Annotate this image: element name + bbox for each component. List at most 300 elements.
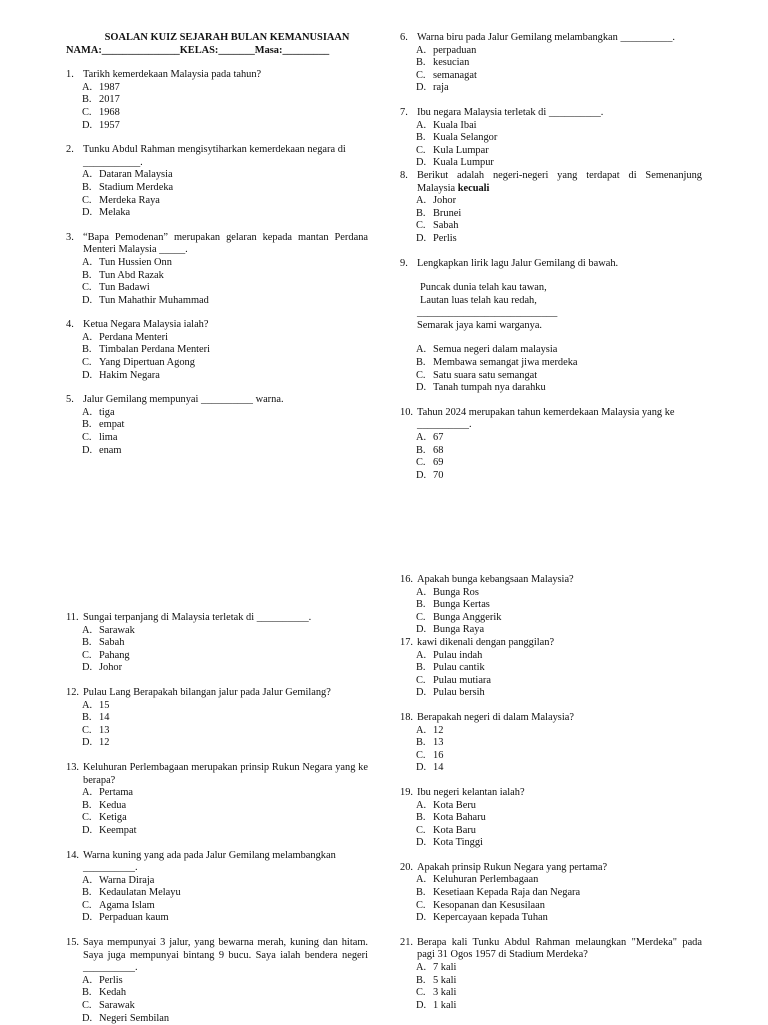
option-letter: C. [416, 369, 426, 381]
option-letter: C. [82, 282, 92, 294]
option-text: Johor [99, 662, 123, 674]
option-text: Bunga Raya [433, 624, 485, 636]
option-text: perpaduan [433, 44, 477, 56]
option-letter: C. [82, 1000, 92, 1012]
option-d [400, 912, 702, 925]
option-b [400, 812, 702, 825]
option-letter: A. [416, 724, 427, 736]
option-letter: C. [416, 899, 426, 911]
option-list [400, 962, 702, 1012]
question-text: Tunku Abdul Rahman mengisytiharkan kemerdekaan negara di [83, 144, 346, 156]
option-b [400, 132, 702, 145]
right-column-bottom [400, 574, 702, 1012]
question-text: Warna kuning yang ada pada Jalur Gemilang melambangkan [83, 849, 336, 861]
option-b [66, 182, 368, 195]
option-text: Kula Lumpar [433, 144, 489, 156]
option-text: Kedah [99, 987, 127, 999]
option-a [400, 195, 702, 208]
option-letter: B. [416, 444, 426, 456]
option-a [400, 120, 702, 133]
option-a [400, 725, 702, 738]
option-b [400, 357, 702, 370]
option-text: Negeri Sembilan [99, 1012, 170, 1024]
option-text: Kepercayaan kepada Tuhan [433, 912, 548, 924]
option-letter: D. [416, 157, 427, 169]
option-c [400, 675, 702, 688]
option-text: Pulau indah [433, 649, 483, 661]
option-b [400, 737, 702, 750]
question-row [66, 394, 368, 407]
option-d [66, 445, 368, 458]
option-list [400, 874, 702, 924]
question-row [400, 574, 702, 587]
option-text: Ketiga [99, 812, 127, 824]
option-text: 3 kali [433, 987, 457, 999]
question-text: Apakah bunga kebangsaan Malaysia? [417, 574, 574, 585]
option-list [66, 700, 368, 750]
option-text: Warna Diraja [99, 874, 155, 886]
option-b [66, 344, 368, 357]
option-text: Kuala Selangor [433, 132, 498, 144]
answer-blank: __________. [83, 862, 138, 874]
option-letter: A. [416, 799, 427, 811]
question-text [417, 170, 702, 195]
question-4 [66, 319, 368, 382]
question-text: Saya mempunyai 3 jalur, yang bewarna merah, kuning dan hitam. Saya juga mempunyai bintang 9 bucu. Saya ialah bendera negeri __________. [83, 937, 368, 974]
option-b [66, 712, 368, 725]
question-text: Ibu negara Malaysia terletak di __________. [417, 106, 604, 118]
right-column-top [400, 32, 702, 482]
question-number: 5. [66, 394, 74, 406]
option-text: Perlis [433, 232, 457, 244]
option-letter: C. [416, 611, 426, 623]
option-letter: C. [416, 457, 426, 469]
option-text: 68 [433, 444, 444, 456]
option-text: 1 kali [433, 999, 457, 1011]
question-number: 12. [66, 686, 79, 698]
option-c [400, 370, 702, 383]
question-row [400, 787, 702, 800]
option-letter: D. [82, 369, 93, 381]
option-letter: C. [82, 432, 92, 444]
option-letter: D. [416, 687, 427, 699]
option-text: 2017 [99, 94, 120, 106]
option-d [66, 295, 368, 308]
option-text: raja [433, 82, 449, 94]
option-c [66, 900, 368, 913]
question-text: “Bapa Pemodenan” merupakan gelaran kepada mantan Perdana Menteri Malaysia _____. [83, 231, 368, 256]
option-list [66, 407, 368, 457]
option-text: Stadium Merdeka [99, 181, 174, 193]
question-number: 4. [66, 319, 74, 331]
option-list [400, 344, 702, 394]
question-row [400, 862, 702, 875]
option-list [400, 45, 702, 95]
option-a [66, 787, 368, 800]
question-number: 2. [66, 144, 74, 156]
option-text: 13 [433, 737, 444, 749]
option-text: Keempat [99, 824, 137, 836]
question-2 [66, 144, 368, 220]
option-a [400, 962, 702, 975]
option-text: Kedua [99, 799, 127, 811]
option-text: 14 [99, 712, 110, 724]
option-text: Melaka [99, 207, 131, 219]
option-a [66, 975, 368, 988]
question-13 [66, 762, 368, 838]
question-number: 8. [400, 169, 408, 181]
option-b [400, 887, 702, 900]
question-9 [400, 258, 702, 395]
option-letter: C. [416, 144, 426, 156]
option-b [400, 599, 702, 612]
option-d [400, 837, 702, 850]
option-text: Timbalan Perdana Menteri [99, 344, 211, 356]
option-letter: B. [82, 419, 92, 431]
option-letter: B. [82, 637, 92, 649]
option-text: 1987 [99, 81, 120, 93]
question-number: 7. [400, 106, 408, 118]
option-b [66, 987, 368, 1000]
option-c [400, 900, 702, 913]
option-list [66, 169, 368, 219]
option-c [66, 432, 368, 445]
option-letter: B. [82, 181, 92, 193]
option-d [400, 687, 702, 700]
option-c [400, 220, 702, 233]
option-d [66, 370, 368, 383]
option-c [66, 725, 368, 738]
question-row [66, 850, 368, 863]
option-letter: D. [82, 824, 93, 836]
option-text: Tanah tumpah nya darahku [433, 382, 546, 394]
quiz-title: SOALAN KUIZ SEJARAH BULAN KEMANUSIAAN [104, 32, 350, 43]
option-text: Kuala Ibai [433, 119, 477, 131]
option-b [400, 662, 702, 675]
option-list [400, 725, 702, 775]
option-a [400, 587, 702, 600]
option-letter: B. [82, 94, 92, 106]
option-d [400, 82, 702, 95]
option-text: Sarawak [99, 1000, 135, 1012]
option-letter: A. [416, 195, 427, 207]
name-class-time-line: NAMA:_______________KELAS:_______Masa:_________ [66, 44, 330, 56]
option-c [400, 750, 702, 763]
question-row [400, 712, 702, 725]
question-text: kawi dikenali dengan panggilan? [417, 636, 555, 648]
option-b [66, 419, 368, 432]
option-d [66, 662, 368, 675]
question-11 [66, 612, 368, 675]
option-a [66, 332, 368, 345]
option-letter: D. [416, 82, 427, 94]
option-list [400, 800, 702, 850]
option-text: 16 [433, 749, 444, 761]
question-text: Berapa kali Tunku Abdul Rahman melaungkan "Merdeka" pada pagi 31 Ogos 1957 di Stadium Merdeka? [417, 936, 702, 961]
option-letter: D. [416, 999, 427, 1011]
option-letter: D. [82, 294, 93, 306]
option-letter: D. [82, 662, 93, 674]
option-letter: D. [82, 207, 93, 219]
question-number: 19. [400, 786, 413, 798]
option-a [66, 82, 368, 95]
option-letter: A. [82, 331, 93, 343]
option-d [66, 825, 368, 838]
option-letter: B. [416, 812, 426, 824]
option-letter: A. [416, 649, 427, 661]
option-letter: D. [416, 232, 427, 244]
option-letter: D. [82, 444, 93, 456]
question-number: 3. [66, 231, 74, 243]
option-list [400, 587, 702, 637]
option-letter: C. [82, 899, 92, 911]
question-row [66, 232, 368, 257]
option-b [66, 94, 368, 107]
option-text: Perlis [99, 974, 123, 986]
option-text: Pahang [99, 649, 130, 661]
option-letter: D. [82, 737, 93, 749]
question-row [400, 32, 702, 45]
question-text-main: Berikut adalah negeri-negeri yang terdapat di Semenanjung Malaysia [417, 169, 702, 194]
option-letter: A. [82, 81, 93, 93]
option-list [66, 332, 368, 382]
option-text: 67 [433, 432, 444, 444]
option-c [400, 70, 702, 83]
option-text: Pulau bersih [433, 687, 485, 699]
option-text: Sabah [433, 220, 459, 232]
option-letter: A. [82, 624, 93, 636]
option-d [400, 382, 702, 395]
option-letter: B. [82, 344, 92, 356]
option-letter: A. [416, 586, 427, 598]
option-letter: B. [416, 887, 426, 899]
option-letter: B. [416, 357, 426, 369]
option-text: Merdeka Raya [99, 194, 160, 206]
option-text: Kedaulatan Melayu [99, 887, 181, 899]
option-text: Johor [433, 195, 457, 207]
option-text: Pulau cantik [433, 662, 485, 674]
question-number: 13. [66, 761, 79, 773]
question-number: 17. [400, 636, 413, 648]
question-number: 9. [400, 257, 408, 269]
option-a [400, 45, 702, 58]
option-text: semanagat [433, 69, 477, 81]
question-14 [66, 850, 368, 926]
question-row [400, 637, 702, 650]
option-letter: C. [82, 649, 92, 661]
question-5 [66, 394, 368, 457]
option-b [400, 975, 702, 988]
option-text: Tun Badawi [99, 282, 150, 294]
option-a [66, 875, 368, 888]
option-letter: D. [416, 912, 427, 924]
question-10 [400, 407, 702, 483]
option-text: Kota Beru [433, 799, 476, 811]
option-text: lima [99, 432, 118, 444]
option-letter: C. [82, 194, 92, 206]
option-text: Satu suara satu semangat [433, 369, 538, 381]
question-20 [400, 862, 702, 925]
option-letter: C. [416, 749, 426, 761]
question-number: 10. [400, 406, 413, 418]
option-text: 13 [99, 724, 110, 736]
option-c [400, 145, 702, 158]
option-letter: B. [416, 662, 426, 674]
option-text: Yang Dipertuan Agong [99, 357, 195, 369]
question-text: Jalur Gemilang mempunyai __________ warna. [83, 394, 284, 406]
question-21 [400, 937, 702, 1013]
option-list [66, 787, 368, 837]
option-letter: B. [416, 57, 426, 69]
option-text: 12 [99, 737, 110, 749]
question-row [400, 407, 702, 420]
option-letter: D. [416, 624, 427, 636]
option-letter: B. [416, 599, 426, 611]
option-letter: A. [82, 974, 93, 986]
option-text: Pulau mutiara [433, 674, 492, 686]
option-text: Kuala Lumpur [433, 157, 494, 169]
option-c [66, 650, 368, 663]
question-row [400, 107, 702, 120]
option-letter: B. [82, 987, 92, 999]
question-text: Berapakah negeri di dalam Malaysia? [417, 711, 574, 723]
left-column-bottom [66, 612, 368, 1025]
question-3 [66, 232, 368, 308]
option-text: Hakim Negara [99, 369, 160, 381]
option-letter: C. [82, 357, 92, 369]
option-d [400, 157, 702, 170]
question-text: Apakah prinsip Rukun Negara yang pertama? [417, 861, 608, 873]
option-letter: B. [416, 974, 426, 986]
option-text: Tun Mahathir Muhammad [99, 294, 209, 306]
question-text: Pulau Lang Berapakah bilangan jalur pada Jalur Gemilang? [83, 686, 331, 698]
option-letter: B. [416, 132, 426, 144]
question-row [66, 144, 368, 157]
answer-blank: __________. [417, 419, 472, 431]
option-c [400, 612, 702, 625]
option-letter: C. [82, 812, 92, 824]
question-number: 20. [400, 861, 413, 873]
option-c [66, 195, 368, 208]
question-6 [400, 32, 702, 95]
option-d [400, 624, 702, 637]
lyric-blank: ___________________________ [417, 307, 558, 319]
question-row [66, 762, 368, 787]
question-number: 6. [400, 32, 408, 43]
option-letter: A. [82, 406, 93, 418]
option-text: Kota Baharu [433, 812, 486, 824]
option-text: Kesetiaan Kepada Raja dan Negara [433, 887, 581, 899]
question-18 [400, 712, 702, 775]
option-text: empat [99, 419, 125, 431]
question-15 [66, 937, 368, 1025]
option-a [400, 874, 702, 887]
option-text: 69 [433, 457, 444, 469]
option-letter: A. [416, 344, 427, 356]
option-b [66, 637, 368, 650]
option-a [66, 169, 368, 182]
question-text-emphasis: kecuali [457, 182, 490, 194]
option-c [66, 357, 368, 370]
option-list [66, 257, 368, 307]
option-b [400, 445, 702, 458]
option-c [400, 987, 702, 1000]
option-letter: A. [82, 169, 93, 181]
option-text: Keluhuran Perlembagaan [433, 874, 539, 886]
option-letter: C. [82, 106, 92, 118]
option-letter: D. [82, 119, 93, 131]
option-d [400, 762, 702, 775]
option-text: 14 [433, 762, 444, 774]
option-letter: C. [416, 824, 426, 836]
question-row [66, 937, 368, 975]
option-letter: B. [416, 737, 426, 749]
option-b [66, 270, 368, 283]
option-b [66, 800, 368, 813]
option-text: Kesopanan dan Kesusilaan [433, 899, 545, 911]
option-d [400, 1000, 702, 1013]
option-letter: C. [416, 987, 426, 999]
question-text: Ketua Negara Malaysia ialah? [83, 319, 209, 331]
option-text: enam [99, 444, 122, 456]
option-letter: C. [82, 724, 92, 736]
option-text: Kota Baru [433, 824, 476, 836]
option-text: Sabah [99, 637, 125, 649]
option-letter: C. [416, 69, 426, 81]
option-a [66, 625, 368, 638]
option-text: Sarawak [99, 624, 135, 636]
option-d [400, 233, 702, 246]
option-text: 5 kali [433, 974, 457, 986]
question-number: 1. [66, 69, 74, 81]
option-letter: B. [82, 712, 92, 724]
option-letter: B. [82, 887, 92, 899]
option-text: Tun Hussien Onn [99, 256, 172, 268]
option-a [400, 432, 702, 445]
option-text: tiga [99, 406, 115, 418]
option-letter: D. [416, 469, 427, 481]
question-row [66, 319, 368, 332]
option-text: Kota Tinggi [433, 837, 483, 849]
question-16 [400, 574, 702, 637]
option-letter: A. [82, 787, 93, 799]
option-a [400, 650, 702, 663]
option-a [400, 800, 702, 813]
left-column-top [66, 32, 368, 457]
question-text: Keluhuran Perlembagaan merupakan prinsip Rukun Negara yang ke berapa? [83, 761, 368, 786]
option-text: Bunga Kertas [433, 599, 490, 611]
question-text: Ibu negeri kelantan ialah? [417, 786, 525, 798]
option-letter: A. [416, 432, 427, 444]
question-text: Lengkapkan lirik lagu Jalur Gemilang di bawah. [417, 257, 619, 269]
option-text: 1957 [99, 119, 120, 131]
option-text: Brunei [433, 207, 462, 219]
option-text: Agama Islam [99, 899, 155, 911]
option-list [66, 975, 368, 1025]
option-list [400, 650, 702, 700]
option-letter: A. [416, 962, 427, 974]
option-list [66, 625, 368, 675]
question-number: 11. [66, 612, 79, 623]
question-text: Tarikh kemerdekaan Malaysia pada tahun? [83, 69, 262, 81]
option-list [400, 432, 702, 482]
question-8 [400, 170, 702, 246]
option-a [66, 407, 368, 420]
option-c [66, 812, 368, 825]
option-letter: A. [82, 699, 93, 711]
option-c [66, 107, 368, 120]
question-12 [66, 687, 368, 750]
